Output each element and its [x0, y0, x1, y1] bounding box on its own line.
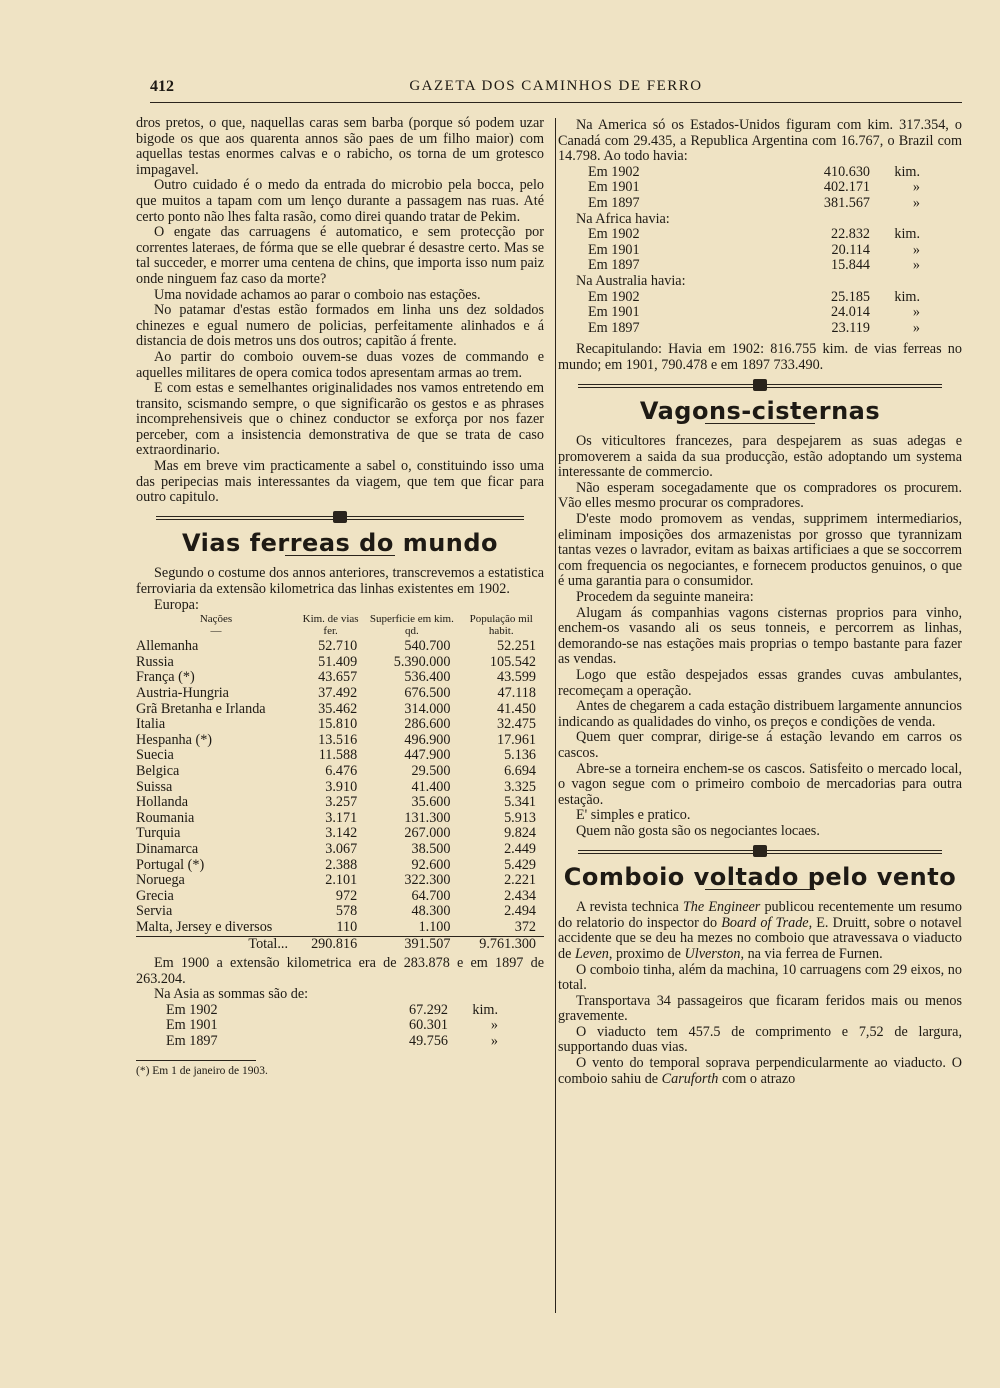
right-column	[558, 118, 962, 1087]
paragraph: Transportava 34 passageiros que ficaram feridos mais ou menos gravemente.	[558, 992, 962, 1025]
stat-label: Em 1897	[588, 319, 640, 336]
nation-cell: Belgica	[136, 762, 180, 779]
km-cell: 11.588	[318, 747, 358, 764]
col-header-km: Kim. de vias fer.	[302, 613, 359, 638]
populacao-cell: 2.449	[504, 840, 536, 857]
table-row	[136, 858, 544, 874]
superficie-cell: 29.500	[411, 762, 451, 779]
km-cell: 110	[336, 918, 358, 935]
km-cell: 3.257	[325, 794, 358, 811]
nation-cell: Hollanda	[136, 794, 189, 811]
nation-cell: França (*)	[136, 669, 195, 686]
paragraph: Quem não gosta são os negociantes locaes.	[576, 822, 820, 839]
paragraph: Mas em breve vim practicamente a sabel o, constituindo isso uma das peripecias mais interessantes da viagem, que tem que ficar para outro capitulo.	[136, 458, 544, 506]
stat-row	[588, 321, 948, 337]
nation-cell: Suissa	[136, 778, 173, 795]
col-header-populacao: População mil habit.	[469, 613, 533, 638]
populacao-cell: 2.221	[504, 872, 536, 889]
nation-cell: Italia	[136, 716, 166, 733]
populacao-cell: 41.450	[496, 700, 536, 717]
populacao-cell: 5.913	[504, 809, 536, 826]
populacao-cell: 3.325	[504, 778, 536, 795]
nation-cell: Servia	[136, 903, 173, 920]
table-row	[136, 639, 544, 655]
stat-label: Em 1897	[166, 1033, 218, 1050]
stat-row	[588, 196, 948, 212]
paragraph: Procedem da seguinte maneira:	[576, 589, 754, 606]
superficie-cell: 322.300	[404, 872, 451, 889]
populacao-cell: 17.961	[496, 731, 536, 748]
stat-label: Em 1902	[588, 163, 640, 180]
africa-label: Na Africa havia:	[576, 210, 670, 227]
paragraph: O vento do temporal soprava perpendicularmente ao viaducto. O comboio sahiu de Caruforth com o atrazo	[558, 1055, 962, 1087]
paragraph: O viaducto tem 457.5 de comprimento e 7,52 de largura, supportando duas vias.	[558, 1023, 962, 1056]
km-cell: 972	[335, 887, 358, 904]
table-row	[136, 795, 544, 811]
paragraph: Alugam ás companhias vagons cisternas proprios para vinho, enchem-os vasando ali os seus tonneis, e percorrem as linhas, demorando-se nas estações mais proprias o tempo bastante para fazer as vendas.	[558, 604, 962, 668]
stat-unit: »	[912, 319, 920, 336]
table-row	[136, 670, 544, 686]
superficie-cell: 267.000	[404, 825, 451, 842]
europa-label: Europa:	[154, 596, 199, 613]
km-cell: 51.409	[318, 653, 358, 670]
table-row	[136, 920, 544, 936]
superficie-cell: 41.400	[411, 778, 451, 795]
populacao-cell: 5.341	[504, 794, 536, 811]
stat-value: 381.567	[823, 194, 870, 211]
asia-table	[166, 1003, 526, 1050]
paragraph: Antes de chegarem a cada estação distribuem largamente annuncios indicando as qualidades do vinho, os preços e condições de venda.	[558, 698, 962, 730]
nation-cell: Portugal (*)	[136, 856, 205, 873]
america-table	[588, 165, 948, 212]
table-row	[136, 686, 544, 702]
populacao-cell: 372	[514, 918, 536, 935]
populacao-cell: 52.251	[496, 638, 536, 655]
paragraph: dros pretos, o que, naquellas caras sem barba (porque só podem uzar bigode os que aos quarenta annos são paes de um filho maior) com aquellas testas enormes calvas e o rabicho, os torna de um grotesco impagavel.	[136, 115, 544, 178]
nation-cell: Turquia	[136, 825, 181, 842]
paragraph: Quem quer comprar, dirige-se á estação levando em carros os cascos.	[558, 729, 962, 761]
table-row	[136, 655, 544, 671]
table-row	[136, 702, 544, 718]
stat-label: Em 1902	[166, 1001, 218, 1018]
superficie-cell: 35.600	[411, 794, 451, 811]
stat-label: Em 1901	[588, 241, 640, 258]
stat-row	[588, 165, 948, 181]
table-row	[136, 733, 544, 749]
stat-label: Em 1897	[588, 257, 640, 274]
table-total-row: Total... 290.816 391.507 9.761.300	[136, 936, 544, 952]
australia-label: Na Australia havia:	[576, 272, 686, 289]
stat-label: Em 1901	[588, 179, 640, 196]
stat-value: 22.832	[830, 226, 870, 243]
nation-cell: Allemanha	[136, 638, 199, 655]
table-row	[136, 889, 544, 905]
km-cell: 3.067	[325, 840, 358, 857]
stat-unit: »	[912, 304, 920, 321]
table-row	[136, 826, 544, 842]
page-header	[150, 78, 962, 100]
superficie-cell: 131.300	[404, 809, 451, 826]
populacao-cell: 9.824	[504, 825, 536, 842]
stat-unit: kim.	[894, 163, 920, 180]
col-header-nacoes: Nações —	[199, 613, 233, 638]
nation-cell: Austria-Hungria	[136, 685, 229, 701]
km-cell: 3.142	[325, 825, 358, 842]
stat-unit: »	[912, 179, 920, 196]
table-row	[136, 811, 544, 827]
nation-cell: Roumania	[136, 809, 195, 826]
stat-value: 20.114	[831, 241, 870, 258]
page-number: 412	[150, 78, 174, 95]
km-cell: 3.910	[325, 778, 358, 795]
stat-row	[588, 258, 948, 274]
article-title-vagons: Vagons-cisternas	[639, 396, 881, 425]
superficie-cell: 536.400	[404, 669, 451, 686]
stat-unit: kim.	[894, 288, 920, 305]
stat-value: 67.292	[408, 1001, 448, 1018]
article-title-comboio: Comboio voltado pelo vento	[563, 862, 957, 891]
km-cell: 578	[335, 903, 358, 920]
section-ornament	[136, 510, 544, 528]
stat-label: Em 1901	[166, 1017, 218, 1034]
populacao-cell: 2.494	[504, 903, 536, 920]
stat-value: 402.171	[823, 179, 870, 196]
asia-label: Na Asia as sommas são de:	[154, 986, 309, 1003]
paragraph: A revista technica The Engineer publicou recentemente um resumo do relatorio do inspector do Board of Trade, E. Druitt, sobre o notavel accidente que se deu ha mezes no comboio que atravessava o viaducto de Leven, proximo de Ulverston, na via ferrea de Furnen.	[558, 899, 962, 962]
superficie-cell: 496.900	[404, 731, 451, 748]
populacao-cell: 43.599	[496, 669, 536, 686]
km-cell: 52.710	[318, 638, 358, 655]
table-row	[136, 764, 544, 780]
stat-unit: »	[912, 241, 920, 258]
australia-table	[588, 290, 948, 337]
paragraph: Em 1900 a extensão kilometrica era de 283.878 e em 1897 de 263.204.	[136, 955, 544, 987]
header-rule	[150, 102, 962, 103]
stat-unit: kim.	[894, 226, 920, 243]
paragraph: Outro cuidado é o medo da entrada do microbio pela bocca, pelo que muitos a tapam com um lenço durante a passagem nas ruas. Até certo ponto não lhes falta rasão, como direi quando tratar de Pekim.	[136, 177, 544, 225]
paragraph: Abre-se a torneira enchem-se os cascos. Satisfeito o mercado local, o vagon segue com o primeiro comboio de mercadorias para outra estação.	[558, 760, 962, 808]
km-cell: 15.810	[318, 716, 358, 733]
column-divider	[555, 118, 556, 1313]
populacao-cell: 32.475	[496, 716, 536, 733]
stat-value: 24.014	[830, 304, 870, 321]
nation-cell: Grã Bretanha e Irlanda	[136, 700, 266, 717]
paragraph: No patamar d'estas estão formados em linha uns dez soldados chinezes e egual numero de policias, perfeitamente alinhados e á distancia de dois metros uns dos outros; capitão á frente.	[136, 302, 544, 350]
table-row	[136, 873, 544, 889]
superficie-cell: 286.600	[404, 716, 451, 733]
paragraph: Recapitulando: Havia em 1902: 816.755 kim. de vias ferreas no mundo; em 1901, 790.478 e em 1897 733.490.	[558, 341, 962, 373]
populacao-cell: 6.694	[504, 762, 536, 779]
populacao-cell: 47.118	[497, 685, 536, 701]
stat-row	[588, 290, 948, 306]
paragraph: Logo que estão despejados essas grandes cuvas ambulantes, recomeçam a operação.	[558, 667, 962, 699]
stat-value: 49.756	[408, 1033, 448, 1050]
running-title: GAZETA DOS CAMINHOS DE FERRO	[409, 78, 703, 94]
paragraph: O engate das carruagens é automatico, e sem protecção por correntes lateraes, de fórma que se elle quebrar é desastre certo. Mas se tal succeder, e morrer uma centena de chins, que importa isso num paiz onde ninguem faz caso da morte?	[136, 224, 544, 287]
stat-label: Em 1902	[588, 288, 640, 305]
stat-label: Em 1901	[588, 304, 640, 321]
paragraph: E com estas e semelhantes originalidades nos vamos entretendo em transito, scismando sempre, o que significarão os gestos e as phrases incomprehensiveis que o chinez conductor se exforça por nos fazer perceber, com a insistencia demonstrativa de que se trata de caso extraordinario.	[136, 380, 544, 459]
nation-cell: Grecia	[136, 887, 174, 904]
table-row	[136, 842, 544, 858]
paragraph: Segundo o costume dos annos anteriores, transcrevemos a estatistica ferroviaria da extensão kilometrica das linhas existentes em 1902.	[136, 565, 544, 598]
stat-row	[166, 1003, 526, 1019]
stat-unit: »	[912, 257, 920, 274]
stat-row	[588, 180, 948, 196]
stat-row	[588, 227, 948, 243]
stat-unit: kim.	[472, 1001, 498, 1018]
paragraph: E' simples e pratico.	[576, 807, 691, 824]
nation-cell: Dinamarca	[136, 840, 199, 857]
superficie-cell: 1.100	[418, 918, 451, 935]
stat-unit: »	[490, 1017, 498, 1034]
table-row	[136, 904, 544, 920]
stat-row	[588, 305, 948, 321]
km-cell: 13.516	[318, 731, 358, 748]
stat-value: 25.185	[830, 288, 870, 305]
stat-row	[166, 1018, 526, 1034]
km-cell: 2.101	[325, 872, 358, 889]
km-cell: 35.462	[318, 700, 358, 717]
stat-row	[588, 243, 948, 259]
africa-table	[588, 227, 948, 274]
paragraph: D'este modo promovem as vendas, supprimem intermediarios, eliminam imposições dos armazenistas por grosso que tyrannizam tantas vezes o lavrador, evitam as baixas artificiaes a que se soccorrem com frequencia os negociantes, e fornecem productos genuinos, o que é uma garantia para o consumidor.	[558, 511, 962, 590]
populacao-cell: 105.542	[489, 653, 536, 670]
km-cell: 3.171	[325, 809, 358, 826]
nation-cell: Malta, Jersey e diversos	[136, 918, 273, 935]
left-column	[136, 116, 544, 1079]
col-header-superficie: Superficie em kim. qd.	[369, 613, 454, 638]
railway-statistics-table	[136, 613, 544, 952]
superficie-cell: 64.700	[411, 887, 451, 904]
paragraph: Não esperam socegadamente que os compradores os procurem. Vão elles mesmo procurar os compradores.	[558, 479, 962, 512]
nation-cell: Hespanha (*)	[136, 731, 213, 748]
superficie-cell: 92.600	[411, 856, 451, 873]
populacao-cell: 2.434	[504, 887, 536, 904]
stat-value: 410.630	[823, 163, 870, 180]
populacao-cell: 5.136	[504, 747, 536, 764]
superficie-cell: 5.390.000	[393, 653, 451, 670]
superficie-cell: 447.900	[404, 747, 451, 764]
km-cell: 2.388	[325, 856, 358, 873]
superficie-cell: 314.000	[404, 700, 451, 717]
stat-unit: »	[490, 1033, 498, 1050]
stat-value: 15.844	[830, 257, 870, 274]
article-title-vias: Vias ferreas do mundo	[181, 528, 499, 557]
km-cell: 6.476	[325, 762, 358, 779]
populacao-cell: 5.429	[504, 856, 536, 873]
superficie-cell: 38.500	[411, 840, 451, 857]
section-ornament	[558, 844, 962, 862]
superficie-cell: 540.700	[404, 638, 451, 655]
section-ornament	[558, 378, 962, 396]
paragraph: Ao partir do comboio ouvem-se duas vozes de commando e aquelles militares de opera comica todos apresentam armas ao trem.	[136, 348, 544, 381]
table-row	[136, 780, 544, 796]
table-row	[136, 717, 544, 733]
paragraph: Os viticultores francezes, para despejarem as suas adegas e promoverem a saida da sua producção, estão adoptando um systema interessante de commercio.	[558, 433, 962, 481]
stat-value: 23.119	[831, 319, 870, 336]
nation-cell: Noruega	[136, 872, 185, 889]
stat-value: 60.301	[408, 1017, 448, 1034]
paragraph: Uma novidade achamos ao parar o comboio nas estações.	[154, 286, 481, 303]
stat-label: Em 1902	[588, 226, 640, 243]
stat-label: Em 1897	[588, 194, 640, 211]
stat-unit: »	[912, 194, 920, 211]
paragraph: O comboio tinha, além da machina, 10 carruagens com 29 eixos, no total.	[558, 961, 962, 994]
table-row	[136, 748, 544, 764]
km-cell: 37.492	[318, 685, 358, 701]
km-cell: 43.657	[318, 669, 358, 686]
nation-cell: Suecia	[136, 747, 174, 764]
superficie-cell: 676.500	[404, 685, 451, 701]
footnote: (*) Em 1 de janeiro de 1903.	[136, 1060, 544, 1080]
nation-cell: Russia	[136, 653, 174, 670]
stat-row	[166, 1034, 526, 1050]
paragraph: Na America só os Estados-Unidos figuram com kim. 317.354, o Canadá com 29.435, a Republica Argentina com 16.767, o Brazil com 14.798. Ao todo havia:	[558, 117, 962, 165]
superficie-cell: 48.300	[411, 903, 451, 920]
